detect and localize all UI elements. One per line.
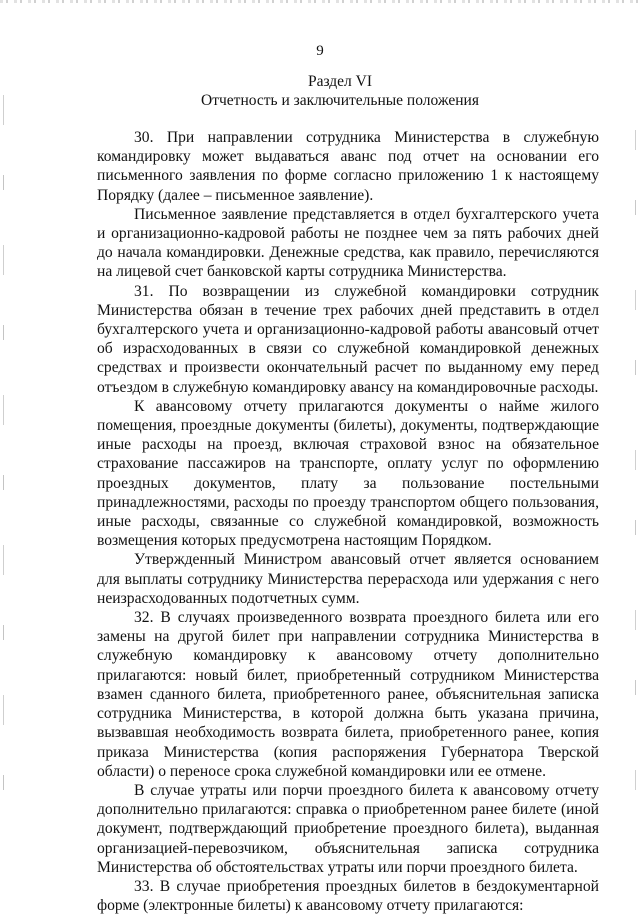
paragraph-31-approval: Утвержденный Министром авансовый отчет является основанием для выплаты сотруднику Министерства перерасхода или удержания с него неизрасходованных подотчетных сумм. [97,551,599,607]
paragraph-30: 30. При направлении сотрудника Министерства в служебную командировку может выдаваться аванс под отчет на основании его письменного заявления по форме согласно приложению 1 к настоящему Порядку (далее – письменное заявление). [97,129,599,204]
section-heading [40,72,640,110]
paragraph-32-loss: В случае утраты или порчи проездного билета к авансовому отчету дополнительно прилагаются: справка о приобретенном ранее билете (иной документ, подтверждающий приобретение проездного билета), выданная организацией-перевозчиком, объяснительная записка сотрудника Министерства об обстоятельствах утраты или порчи проездного билета. [97,781,599,876]
section-subtitle: Отчетность и заключительные положения [201,92,479,109]
page-number: 9 [316,43,324,59]
paragraph-33: 33. В случае приобретения проездных билетов в бездокументарной форме (электронные билеты) к авансовому отчету прилагаются: [97,877,599,915]
section-title: Раздел VI [307,73,373,90]
scan-edge-left [3,95,4,795]
paragraph-30-application: Письменное заявление представляется в отдел бухгалтерского учета и организационно-кадровой работы не позднее чем за пять рабочих дней до начала командировки. Денежные средства, как правило, перечисляются на лицевой счет банковской карты сотрудника Министерства. [97,205,599,281]
paragraph-32: 32. В случаях произведенного возврата проездного билета или его замены на другой билет при направлении сотрудника Министерства в служебную командировку к авансовому отчету дополнительно прилагаются: новый билет, приобретенный сотрудником Министерства взамен сданного билета, приобретенного ранее, объяснительная записка сотрудника Министерства, в которой должна быть указана причина, вызвавшая необходимость возврата билета, приобретенного ранее, копия приказа Министерства (копия распоряжения Губернатора Тверской области) о переносе срока служебной командировки или ее отмене. [97,609,599,780]
scan-edge-right [635,130,636,790]
paragraph-31-attachments: К авансовому отчету прилагаются документы о найме жилого помещения, проездные документы (билеты), документы, подтверждающие иные расходы на проезд, включая страховой взнос на обязательное страхование пассажиров на транспорте, оплату услуг по оформлению проездных документов, плату за пользование постельными принадлежностями, расходы по проезду транспортом общего пользования, иные расходы, связанные со служебной командировкой, возможность возмещения которых предусмотрена настоящим Порядком. [97,397,599,550]
scan-edge-top [0,0,640,3]
document-body [97,128,599,915]
paragraph-31: 31. По возвращении из служебной командировки сотрудник Министерства обязан в течение трех рабочих дней представить в отдел бухгалтерского учета и организационно-кадровой работы авансовый отчет об израсходованных в связи со служебной командировкой денежных средствах и произвести окончательный расчет по выданному ему перед отъездом в служебную командировку авансу на командировочные расходы. [97,282,599,396]
